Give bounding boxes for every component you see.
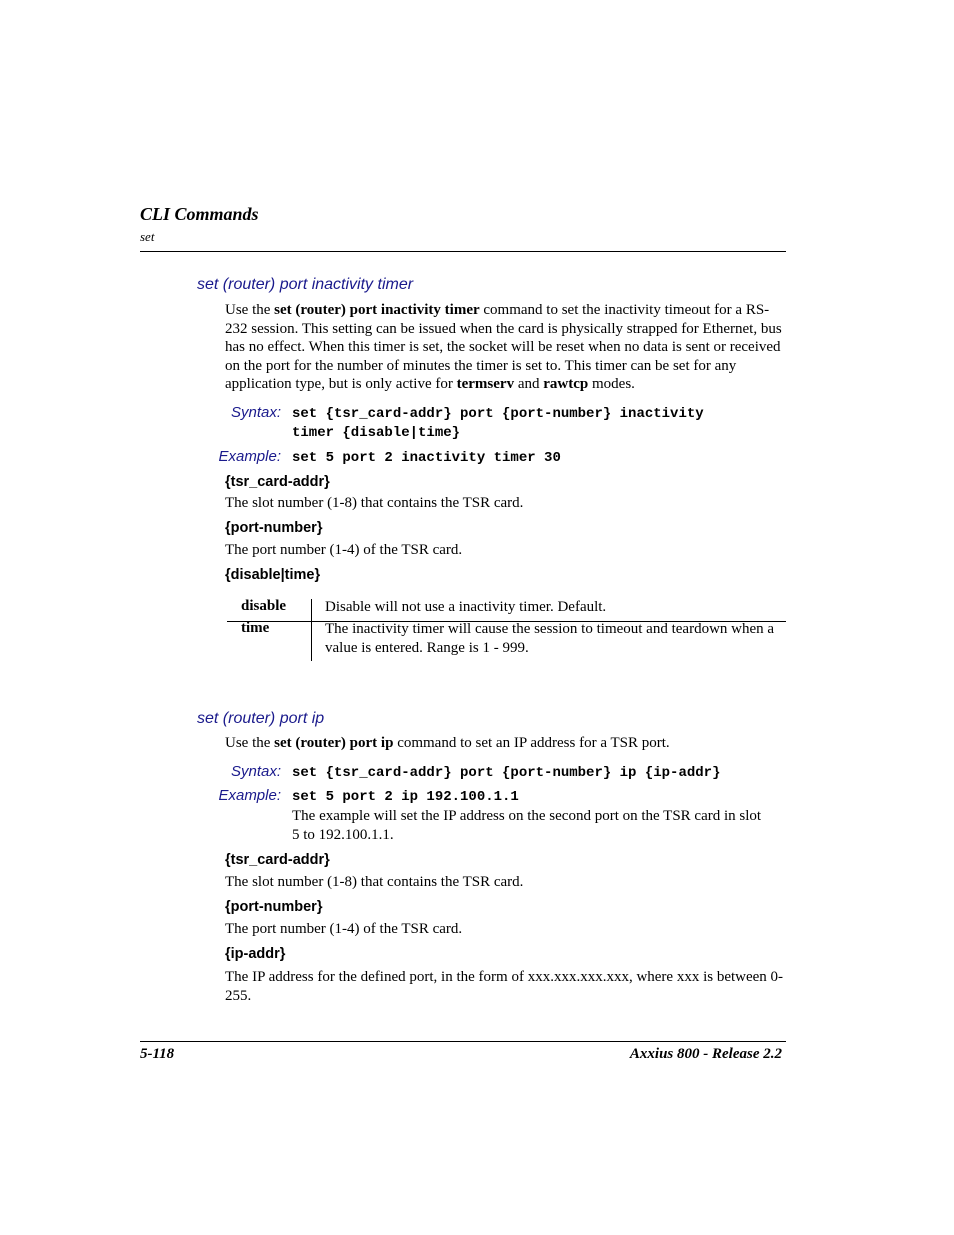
section2-title: set (router) port ip: [197, 710, 325, 727]
table-value-time: The inactivity timer will cause the session to timeout and teardown when a value is entered. Range is 1 - 999.: [325, 621, 775, 656]
page-header-title: CLI Commands: [140, 204, 259, 224]
page-header-subtitle: set: [140, 229, 155, 244]
footer-rule: [140, 1041, 786, 1042]
syntax-code-line1: set {tsr_card-addr} port {port-number} inactivity: [292, 406, 704, 422]
param-name: {tsr_card-addr}: [225, 852, 330, 868]
section1-title: set (router) port inactivity timer: [197, 276, 414, 293]
intro-text: Use the: [225, 302, 275, 318]
param-desc: The port number (1-4) of the TSR card.: [225, 542, 463, 558]
product-release: Axxius 800 - Release 2.2: [629, 1046, 782, 1062]
section1-intro: [225, 301, 787, 394]
example-label: Example:: [218, 448, 281, 465]
example-note: The example will set the IP address on the second port on the TSR card in slot 5 to 192.100.1.1.: [292, 808, 762, 843]
intro-text: and: [514, 376, 544, 392]
param-name: {disable|time}: [225, 567, 321, 583]
syntax-label: Syntax:: [230, 404, 281, 421]
syntax-code-line2: timer {disable|time}: [292, 425, 461, 441]
syntax-label: Syntax:: [230, 763, 281, 780]
param-name: {tsr_card-addr}: [225, 474, 330, 490]
param-desc: The port number (1-4) of the TSR card.: [225, 921, 463, 937]
param-desc: The slot number (1-8) that contains the TSR card.: [225, 874, 524, 890]
intro-command: set (router) port inactivity timer: [274, 302, 480, 318]
param-desc: The slot number (1-8) that contains the TSR card.: [225, 495, 524, 511]
param-name: {port-number}: [225, 899, 323, 915]
syntax-code: set {tsr_card-addr} port {port-number} ip {ip-addr}: [292, 765, 721, 781]
table-key-disable: disable: [241, 598, 287, 614]
example-code: set 5 port 2 inactivity timer 30: [292, 450, 561, 466]
table-key-time: time: [241, 620, 270, 636]
table-value-disable: Disable will not use a inactivity timer. Default.: [325, 599, 607, 615]
intro-command: set (router) port ip: [274, 735, 394, 751]
param-name: {ip-addr}: [225, 946, 286, 962]
header-rule: [140, 251, 786, 252]
example-code: set 5 port 2 ip 192.100.1.1: [292, 789, 519, 805]
example-label: Example:: [218, 787, 281, 804]
page-number: 5-118: [140, 1046, 175, 1062]
param-name: {port-number}: [225, 520, 323, 536]
intro-text: command to set the inactivity timeout for a RS-232 session. This setting can be issued when the card is physically strapped for Ethernet, bus has no effect. When this timer is set, the socket will be reset when no data is sent or received on the port for the number of minutes the timer is set to. This timer can be set for any application type, but is only active for: [225, 302, 782, 392]
intro-mode-termserv: termserv: [456, 376, 515, 392]
section2-intro: [225, 734, 787, 753]
intro-text: Use the: [225, 735, 275, 751]
intro-text: command to set an IP address for a TSR port.: [393, 735, 670, 751]
table-column-divider: [311, 599, 312, 661]
intro-text: modes.: [588, 376, 635, 392]
intro-mode-rawtcp: rawtcp: [543, 376, 589, 392]
param-desc: The IP address for the defined port, in the form of xxx.xxx.xxx.xxx, where xxx is between 0-255.: [225, 969, 784, 1004]
